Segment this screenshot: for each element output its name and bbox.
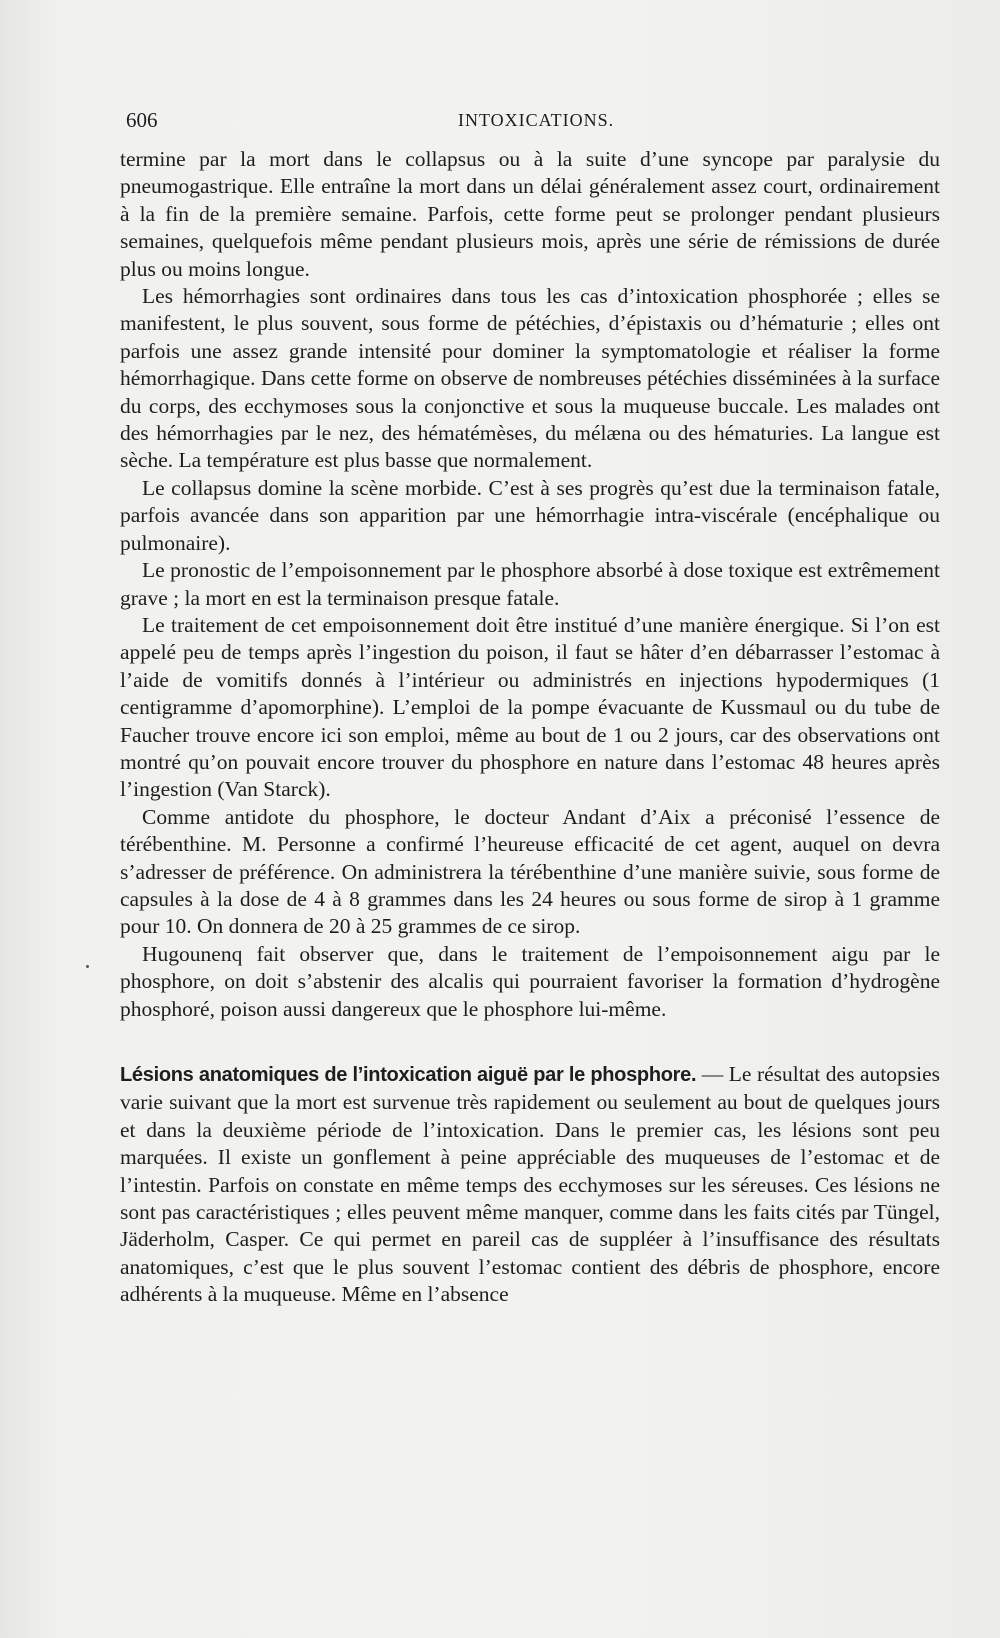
paragraph-continued: termine par la mort dans le collapsus ou à la suite d’une syncope par paralysie du pneumogastrique. Elle entraîne la mort dans un délai généralement assez court, ordinairement à la fin de la première semaine. Parfois, cette forme peut se prolonger pendant plusieurs semaines, quelquefois même pendant plusieurs mois, après une série de rémissions de durée plus ou moins longue. — [120, 147, 940, 281]
page-header — [126, 108, 938, 134]
paragraph-hugounenq: Hugounenq fait observer que, dans le traitement de l’empoisonnement aigu par le phosphore, on doit s’abstenir des alcalis qui pourraient favoriser la formation d’hydrogène phosphoré, poison aussi dangereux que le phosphore lui-même. — [120, 941, 940, 1021]
running-head: INTOXICATIONS. — [458, 110, 615, 130]
section-text: — Le résultat des autopsies varie suivant que la mort est survenue très rapidement ou seulement au bout de quelques jours et dans la deuxième période de l’intoxication. Dans le premier cas, les lésions sont peu marquées. Il existe un gonflement à peine appréciable des muqueuses de l’estomac et de l’intestin. Parfois on constate en même temps des ecchymoses sur les séreuses. Ces lésions ne sont pas caractéristiques ; elles peuvent même manquer, comme dans les faits cités par Tüngel, Jäderholm, Casper. Ce qui permet en pareil cas de suppléer à l’insuffisance des résultats anatomiques, c’est que le plus souvent l’estomac contient des débris de phosphore, encore adhérents à la muqueuse. Même en l’absence — [120, 1062, 940, 1307]
paragraph-antidote: Comme antidote du phosphore, le docteur Andant d’Aix a préconisé l’essence de térébenthine. M. Personne a confirmé l’heureuse efficacité de cet agent, auquel on devra s’adresser de préférence. On administrera la térébenthine d’une manière suivie, sous forme de capsules à la dose de 4 à 8 grammes dans les 24 heures ou sous forme de sirop à 1 gramme pour 10. On donnera de 20 à 25 grammes de ce sirop. — [120, 804, 940, 939]
section-lesions — [120, 1061, 940, 1309]
page-number: 606 — [126, 108, 158, 132]
page-body — [120, 146, 940, 1309]
stray-mark — [86, 965, 89, 968]
paragraph-pronostic: Le pronostic de l’empoisonnement par le phosphore absorbé à dose toxique est extrêmement grave ; la mort en est la terminaison presque fatale. — [120, 558, 940, 610]
paragraph-hemorrhagies: Les hémorrhagies sont ordinaires dans tous les cas d’intoxication phosphorée ; elles se manifestent, le plus souvent, sous forme de pétéchies, d’épistaxis ou d’hématurie ; elles ont parfois une assez grande intensité pour dominer la symptomatologie et réaliser la forme hémorrhagique. Dans cette forme on observe de nombreuses pétéchies disséminées à la surface du corps, des ecchymoses sous la conjonctive et sous la muqueuse buccale. Les malades ont des hémorrhagies par le nez, des hématémèses, du mélæna ou des hématuries. La langue est sèche. La température est plus basse que normalement. — [120, 284, 940, 473]
paragraph-traitement: Le traitement de cet empoisonnement doit être institué d’une manière énergique. Si l’on est appelé peu de temps après l’ingestion du poison, il faut se hâter d’en débarrasser l’estomac à l’aide de vomitifs donnés à l’intérieur ou administrés en injections hypodermiques (1 centigramme d’apomorphine). L’emploi de la pompe évacuante de Kussmaul ou du tube de Faucher trouve encore ici son emploi, même au bout de 1 ou 2 jours, car des observations ont montré qu’on pouvait encore trouver du phosphore en nature dans l’estomac 48 heures après l’ingestion (Van Starck). — [120, 612, 940, 802]
paragraph-collapsus: Le collapsus domine la scène morbide. C’est à ses progrès qu’est due la terminaison fatale, parfois avancée dans son apparition par une hémorrhagie intra-viscérale (encéphalique ou pulmonaire). — [120, 475, 940, 555]
section-heading: Lésions anatomiques de l’intoxication aiguë par le phosphore. — [120, 1064, 697, 1086]
section-spacer — [120, 1023, 940, 1061]
